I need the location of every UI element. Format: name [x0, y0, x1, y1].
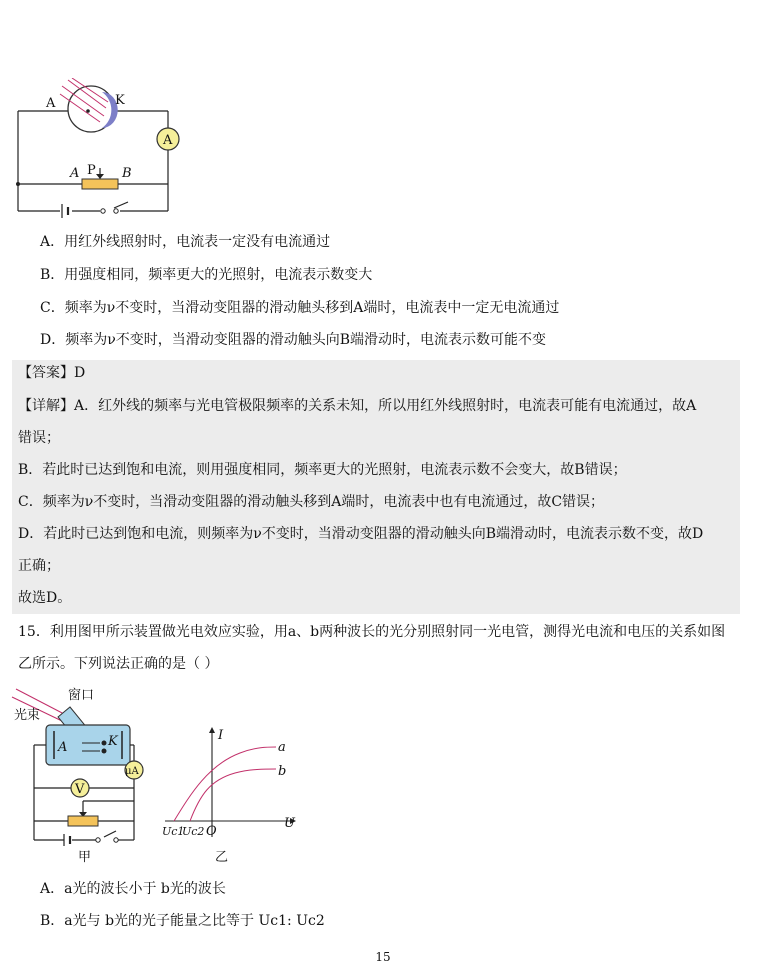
photocell-circuit-diagram — [10, 78, 190, 223]
caption-jia: 甲 — [78, 850, 92, 865]
uc1-label: Uc1 — [162, 825, 185, 838]
ammeter-label: A — [163, 133, 173, 148]
voltmeter-label: V — [75, 782, 85, 797]
question-15-line1: 15．利用图甲所示装置做光电效应实验，用a、b两种波长的光分别照射同一光电管，测得光电流和电压的关系如图 — [18, 624, 726, 640]
origin-label: O — [206, 824, 217, 839]
detail-line: 【详解】A．红外线的频率与光电管极限频率的关系未知，所以用红外线照射时，电流表可能有电流通过，故A — [18, 398, 697, 414]
rheostat-a-label: A — [70, 166, 80, 181]
photoelectric-apparatus-diagram — [10, 685, 160, 865]
beam-label: 光束 — [14, 708, 41, 723]
detail-line: 正确； — [18, 558, 60, 574]
current-voltage-graph — [160, 725, 300, 867]
uc2-label: Uc2 — [182, 825, 205, 838]
q15-option-a: A．a光的波长小于 b光的波长 — [40, 881, 226, 897]
answer-line: 【答案】D — [18, 365, 86, 381]
rheostat-b-label: B — [122, 166, 132, 181]
anode-label: A — [46, 96, 56, 111]
page-number: 15 — [375, 950, 391, 964]
detail-line: B．若此时已达到饱和电流，则用强度相同，频率更大的光照射，电流表示数不会变大，故B错误； — [18, 462, 627, 478]
detail-line: 错误； — [18, 430, 60, 446]
microammeter-label: μA — [125, 766, 139, 777]
curve-a-label: a — [278, 740, 286, 755]
option-a: A．用红外线照射时，电流表一定没有电流通过 — [40, 234, 331, 250]
slider-p-label: P — [87, 163, 96, 178]
detail-line: C．频率为ν不变时，当滑动变阻器的滑动触头移到A端时，电流表中也有电流通过，故C错误； — [18, 494, 605, 510]
option-b: B．用强度相同，频率更大的光照射，电流表示数变大 — [40, 267, 373, 283]
axis-i-label: I — [218, 728, 224, 743]
option-d: D．频率为ν不变时，当滑动变阻器的滑动触头向B端滑动时，电流表示数可能不变 — [40, 332, 547, 348]
anode-a-label: A — [58, 740, 68, 755]
q15-option-b: B．a光与 b光的光子能量之比等于 Uc1: Uc2 — [40, 913, 325, 929]
option-c: C．频率为ν不变时，当滑动变阻器的滑动触头移到A端时，电流表中一定无电流通过 — [40, 300, 560, 316]
axis-u-label: U — [284, 816, 295, 831]
caption-yi: 乙 — [215, 850, 229, 865]
detail-line: 故选D。 — [18, 590, 72, 606]
cathode-k-label: K — [108, 734, 118, 749]
curve-b-label: b — [278, 764, 287, 779]
detail-line: D．若此时已达到饱和电流，则频率为ν不变时，当滑动变阻器的滑动触头向B端滑动时，电流表示数不变，故D — [18, 526, 704, 542]
cathode-label: K — [115, 93, 125, 108]
window-label: 窗口 — [68, 688, 95, 703]
question-15-line2: 乙所示。下列说法正确的是（ ） — [18, 656, 219, 672]
